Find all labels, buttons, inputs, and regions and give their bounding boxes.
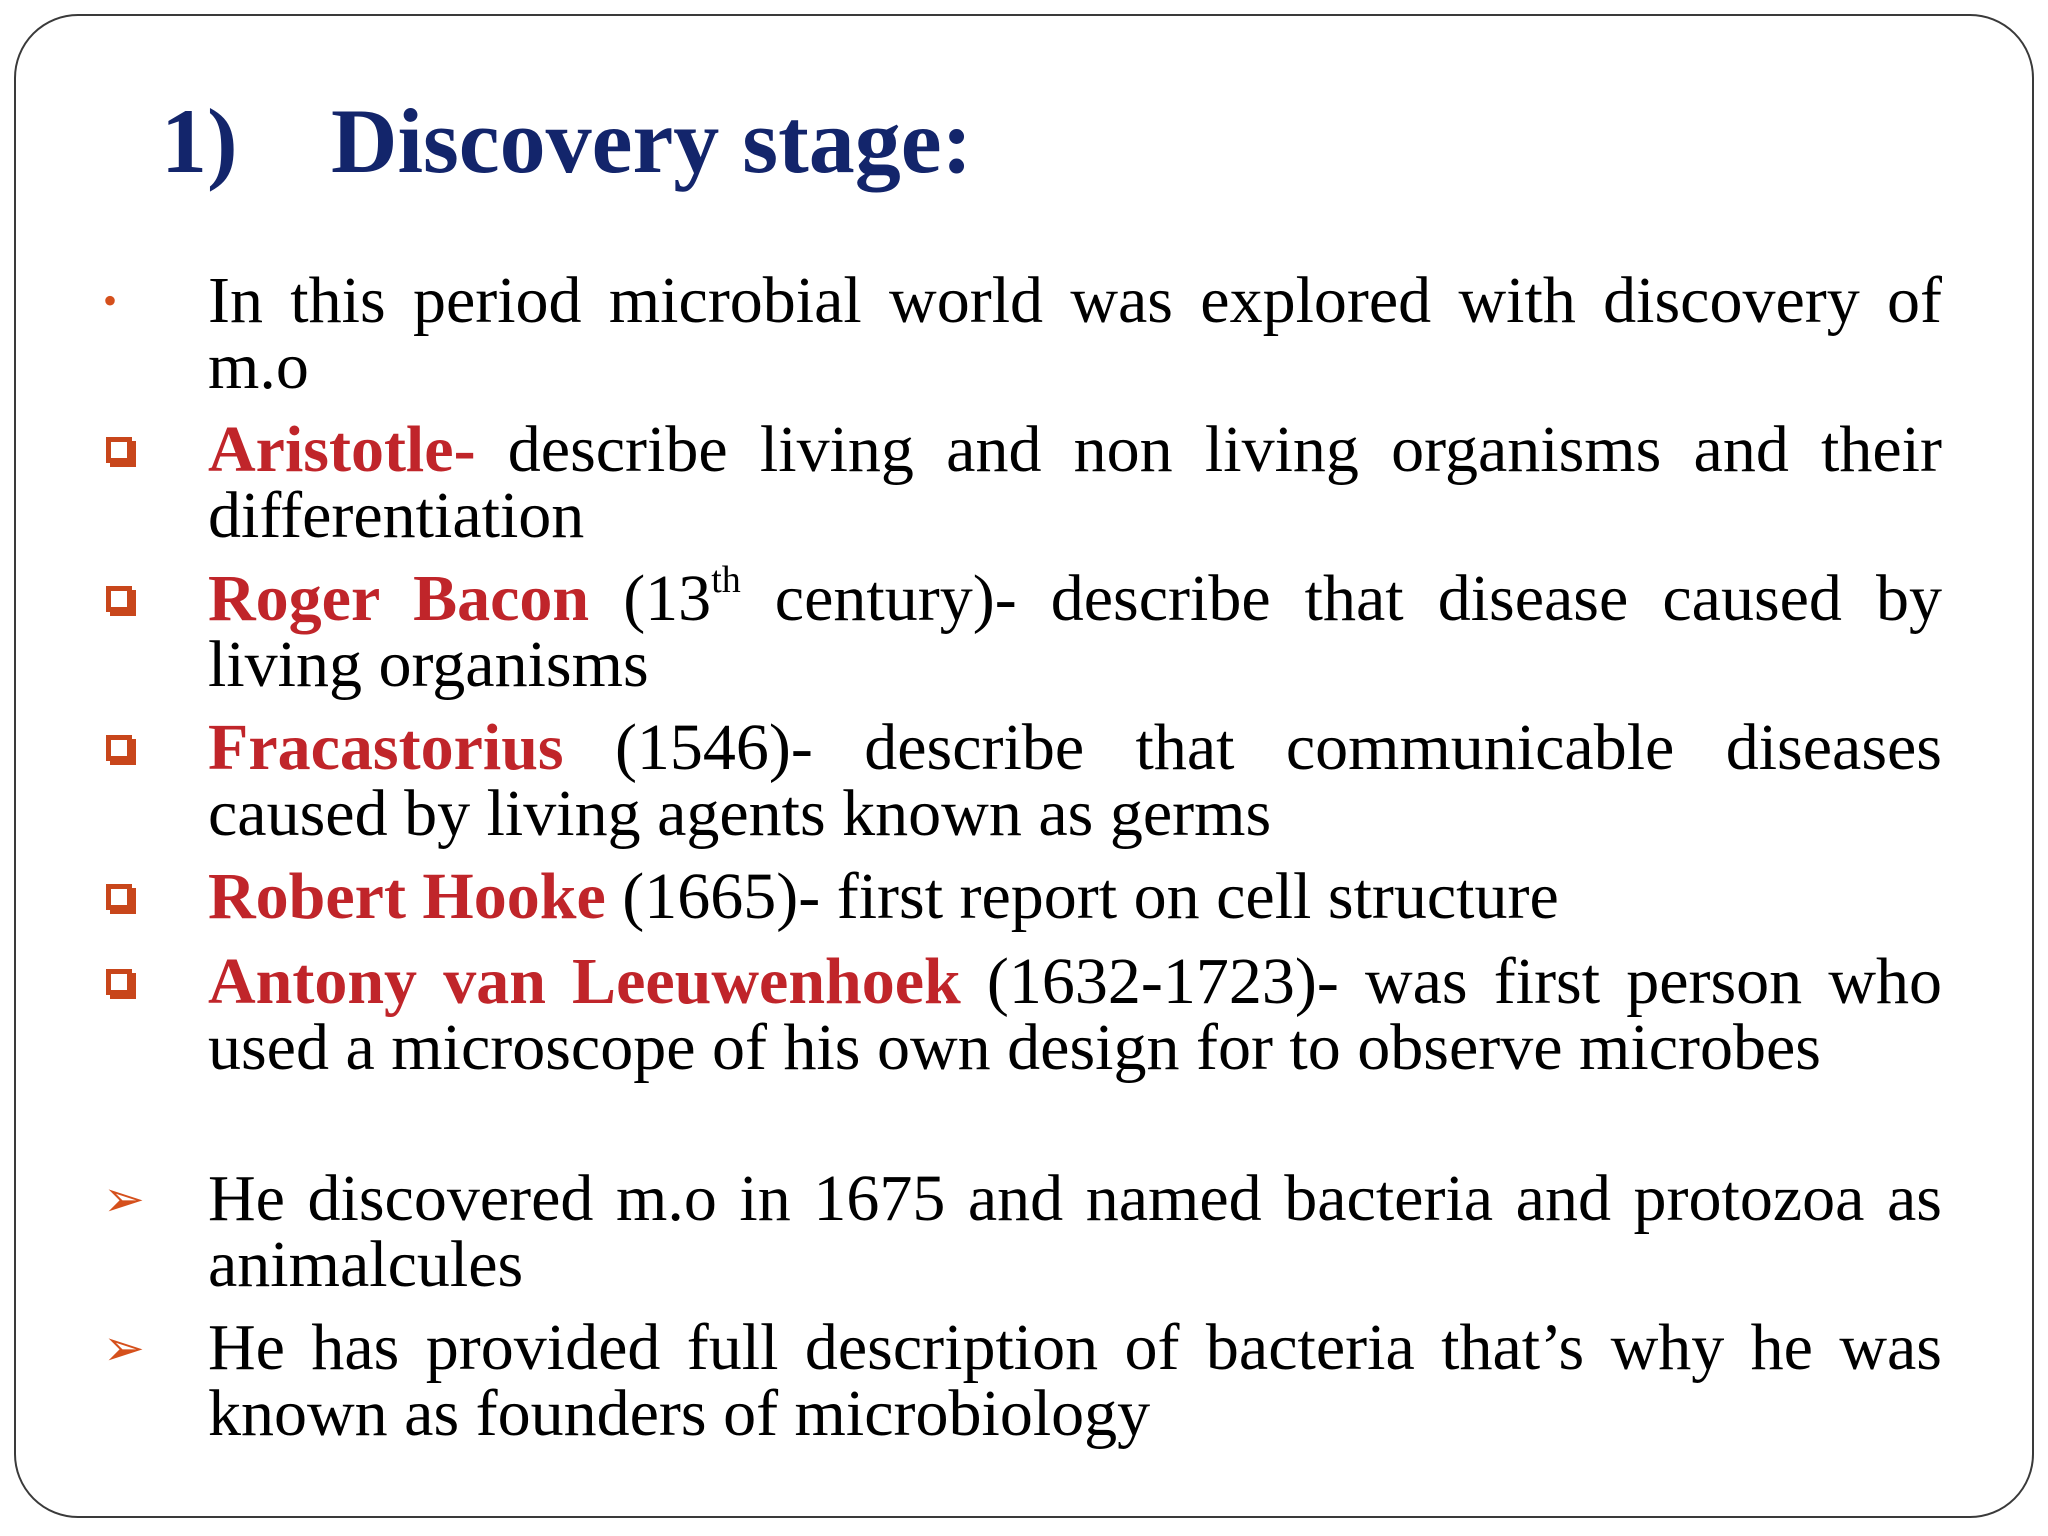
person-name: Roger Bacon [208, 562, 590, 635]
list-item [208, 860, 1942, 933]
item-text: He discovered m.o in 1675 and named bacteria and protozoa as animalcules [208, 1162, 1942, 1301]
list-item [208, 711, 1942, 850]
square-icon [106, 586, 132, 612]
arrow-icon: ➢ [103, 1320, 145, 1376]
list-item [103, 264, 1942, 403]
item-text: In this period microbial world was explored with discovery of m.o [208, 264, 1942, 403]
list-item [103, 1162, 1942, 1301]
person-name: Antony van Leeuwenhoek [208, 945, 961, 1018]
list-item [208, 945, 1942, 1084]
item-text: (1665)- first report on cell structure [605, 860, 1559, 933]
title-text: Discovery stage: [331, 90, 973, 192]
arrow-icon: ➢ [103, 1171, 145, 1227]
person-name: Aristotle- [208, 413, 476, 486]
item-text-before-superscript: (13 [589, 562, 712, 635]
list-item [103, 1311, 1942, 1450]
person-name: Fracastorius [208, 711, 564, 784]
square-icon [106, 437, 132, 463]
item-text: (1546)- describe that communicable diseases caused by living agents known as germs [208, 711, 1942, 850]
bullet-list [16, 16, 2032, 1516]
item-text: describe living and non living organisms and their differentiation [208, 413, 1942, 552]
superscript: th [711, 559, 741, 601]
list-item [208, 413, 1942, 552]
item-text: (1632-1723)- was first person who used a microscope of his own design for to observe microbes [208, 945, 1942, 1084]
item-text: century)- describe that disease caused by living organisms [208, 562, 1942, 701]
item-text: He has provided full description of bacteria that’s why he was known as founders of microbiology [208, 1311, 1942, 1450]
bullet-dot-icon: • [103, 278, 118, 323]
square-icon [106, 969, 132, 995]
slide [14, 14, 2034, 1518]
square-icon [106, 884, 132, 910]
list-item [208, 559, 1942, 701]
person-name: Robert Hooke [208, 860, 606, 933]
title-number: 1) [161, 90, 238, 192]
square-icon [106, 735, 132, 761]
